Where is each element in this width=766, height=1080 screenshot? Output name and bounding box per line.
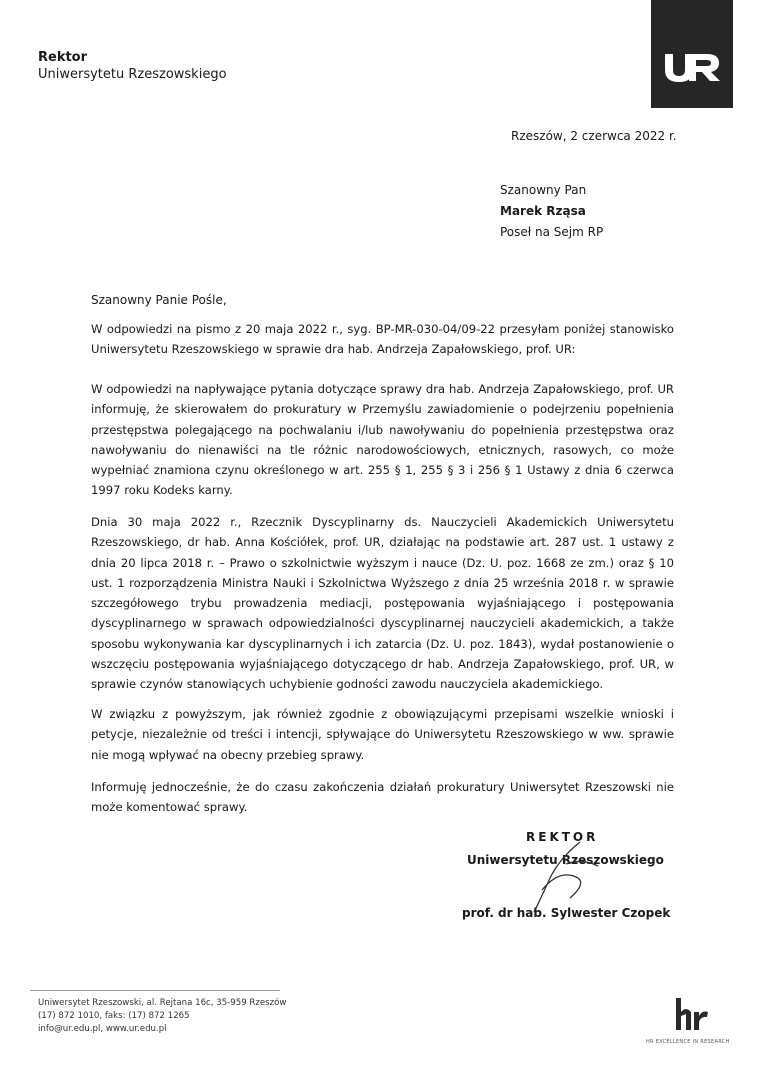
addressee-greeting: Szanowny Pan [500,183,587,197]
ur-logo-icon [663,52,721,82]
signature-institution: Uniwersytetu Rzeszowskiego [467,853,664,867]
paragraph-1: W odpowiedzi na pismo z 20 maja 2022 r., syg. BP-MR-030-04/09-22 przesyłam poniżej stanowisko Uniwersytetu Rzeszowskiego w sprawie dra hab. Andrzeja Zapałowskiego, prof. UR: [91,322,674,357]
salutation: Szanowny Panie Pośle, [91,293,227,307]
signatory-name: prof. dr hab. Sylwester Czopek [462,906,671,920]
footer-address: Uniwersytet Rzeszowski, al. Rejtana 16c, 35-959 Rzeszów [38,998,287,1008]
sender-institution: Uniwersytetu Rzeszowskiego [38,67,227,82]
paragraph-4: W związku z powyższym, jak również zgodnie z obowiązującymi przepisami wszelkie wnioski i petycje, niezależnie od treści i intencji, spływające do Uniwersytetu Rzeszowskiego w ww. sprawie nie mogą wpływać na obecny przebieg sprawy. [91,707,674,762]
footer-divider [30,990,280,991]
ur-logo [651,0,733,108]
addressee-name: Marek Rząsa [500,204,586,218]
paragraph-2: W odpowiedzi na napływające pytania dotyczące sprawy dra hab. Andrzeja Zapałowskiego, prof. UR informuję, że skierowałem do prokuratury w Przemyślu zawiadomienie o podejrzeniu popełnienia przestępstwa polegającego na pochwalaniu i/lub nawoływaniu do popełnienia przestępstwa oraz nawoływaniu do nienawiści na tle różnic narodowościowych, etnicznych, rasowych, co może wypełniać znamiona czynu określonego w art. 255 § 1, 255 § 3 i 256 § 1 Ustawy z dnia 6 czerwca 1997 roku Kodeks karny. [91,382,674,498]
paragraph-5: Informuję jednocześnie, że do czasu zakończenia działań prokuratury Uniwersytet Rzeszowski nie może komentować sprawy. [91,780,674,815]
signature-title: REKTOR [526,830,599,844]
hr-excellence-caption: HR EXCELLENCE IN RESEARCH [646,1039,730,1045]
letter-date: Rzeszów, 2 czerwca 2022 r. [511,129,677,143]
sender-title: Rektor [38,50,88,65]
hr-excellence-logo [672,994,712,1034]
paragraph-3: Dnia 30 maja 2022 r., Rzecznik Dyscyplinarny ds. Nauczycieli Akademickich Uniwersytetu Rzeszowskiego, dr hab. Anna Kościółek, prof. UR, działając na podstawie art. 287 ust. 1 ustawy z dnia 20 lipca 2018 r. – Prawo o szkolnictwie wyższym i nauce (Dz. U. poz. 1668 ze zm.) oraz § 10 ust. 1 rozporządzenia Ministra Nauki i Szkolnictwa Wyższego z dnia 25 września 2018 r. w sprawie szczegółowego trybu prowadzenia mediacji, postępowania wyjaśniającego i postępowania dyscyplinarnego w sprawach odpowiedzialności dyscyplinarnej nauczycieli akademickich, a także sposobu wykonywania kar dyscyplinarnych i ich zatarcia (Dz. U. poz. 1843), wydał postanowienie o wszczęciu postępowania wyjaśniającego dotyczącego dr hab. Andrzeja Zapałowskiego, prof. UR, w sprawie czynów stanowiących uchybienie godności zawodu nauczyciela akademickiego. [91,515,674,692]
footer-contact: info@ur.edu.pl, www.ur.edu.pl [38,1024,167,1034]
footer-phone: (17) 872 1010, faks: (17) 872 1265 [38,1011,190,1021]
addressee-position: Poseł na Sejm RP [500,225,604,239]
